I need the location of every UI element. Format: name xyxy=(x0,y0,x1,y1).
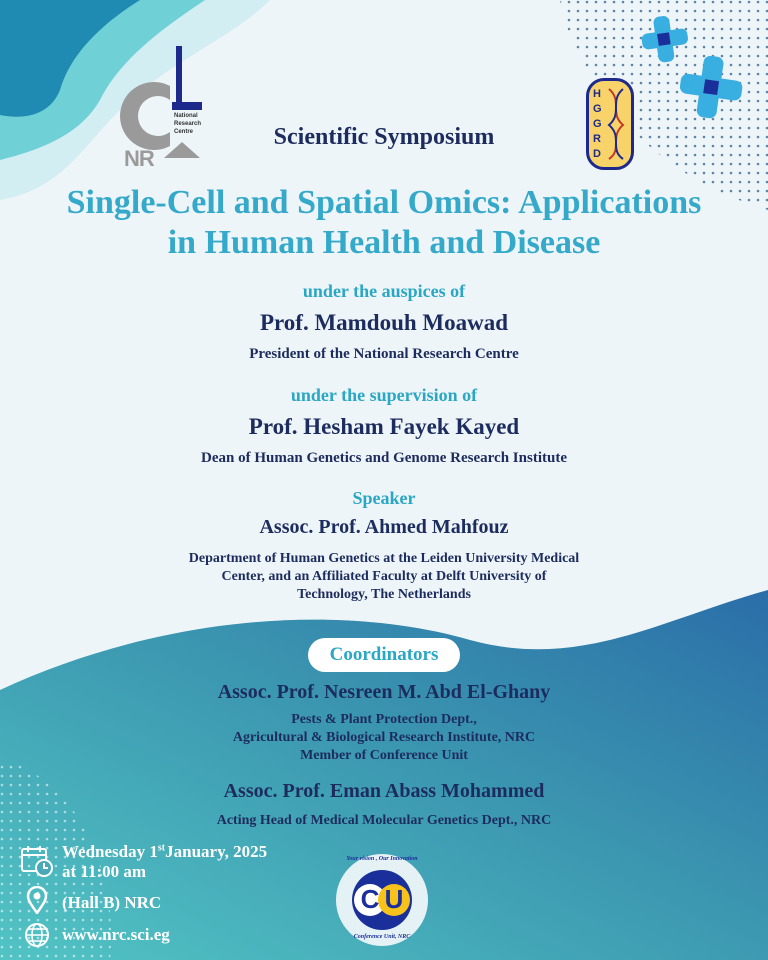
calendar-clock-icon xyxy=(20,844,54,878)
globe-icon xyxy=(24,922,50,948)
nrc-logo-letters: NR xyxy=(124,146,154,171)
nrc-logo-line: National xyxy=(174,113,198,119)
cu-top-text: Your vision , Our Innovation xyxy=(346,856,418,862)
supervision-role: Dean of Human Genetics and Genome Research Institute xyxy=(201,450,567,466)
cu-bottom-text: Conference Unit, NRC xyxy=(353,934,411,940)
auspices-name: Prof. Mamdouh Moawad xyxy=(259,310,509,335)
speaker-label: Speaker xyxy=(352,488,416,508)
medical-cross-icon xyxy=(640,14,760,124)
affiliation-line: Department of Human Genetics at the Leiden University Medical xyxy=(188,551,580,566)
coordinator-details xyxy=(0,711,768,765)
coordinator-details xyxy=(0,812,768,830)
symposium-title xyxy=(0,183,768,263)
hggrd-logo-text: HGGRD xyxy=(593,88,602,160)
coordinator-line: Acting Head of Medical Molecular Genetics Dept., NRC xyxy=(216,813,552,828)
coordinator-line: Member of Conference Unit xyxy=(300,748,468,763)
affiliation-line: Technology, The Netherlands xyxy=(297,587,471,602)
nrc-logo xyxy=(120,44,204,172)
auspices-label: under the auspices of xyxy=(302,281,466,301)
coordinator-name: Assoc. Prof. Nesreen M. Abd El-Ghany xyxy=(217,681,551,703)
event-website[interactable]: www.nrc.sci.eg xyxy=(62,925,170,944)
supervision-name: Prof. Hesham Fayek Kayed xyxy=(248,414,520,439)
date-suffix-sup: st xyxy=(157,842,166,854)
conference-unit-logo xyxy=(334,852,430,948)
date-prefix: Wednesday 1 xyxy=(62,842,158,861)
cu-letter-c: C xyxy=(360,884,380,914)
coordinator-line: Agricultural & Biological Research Institute, NRC xyxy=(232,730,536,745)
coordinator-name: Assoc. Prof. Eman Abass Mohammed xyxy=(223,780,545,802)
auspices-role: President of the National Research Centre xyxy=(249,346,519,362)
cu-letter-u: U xyxy=(384,884,404,914)
speaker-affiliation xyxy=(0,550,768,604)
coordinators-label: Coordinators xyxy=(308,638,460,672)
nrc-logo-line: Research xyxy=(174,121,202,127)
speaker-name: Assoc. Prof. Ahmed Mahfouz xyxy=(259,516,509,538)
event-date xyxy=(62,842,267,862)
title-line: in Human Health and Disease xyxy=(167,224,601,261)
coordinator-line: Pests & Plant Protection Dept., xyxy=(291,712,477,727)
location-pin-icon xyxy=(26,886,48,914)
affiliation-line: Center, and an Affiliated Faculty at Delft University of xyxy=(221,569,547,584)
date-suffix: January, 2025 xyxy=(165,842,268,861)
title-line: Single-Cell and Spatial Omics: Applications xyxy=(66,184,702,221)
event-time: at 11:00 am xyxy=(62,862,147,881)
supervision-label: under the supervision of xyxy=(290,385,478,405)
nrc-logo-line: Centre xyxy=(174,129,194,135)
event-location: (Hall B) NRC xyxy=(62,893,162,912)
event-type: Scientific Symposium xyxy=(273,124,495,150)
